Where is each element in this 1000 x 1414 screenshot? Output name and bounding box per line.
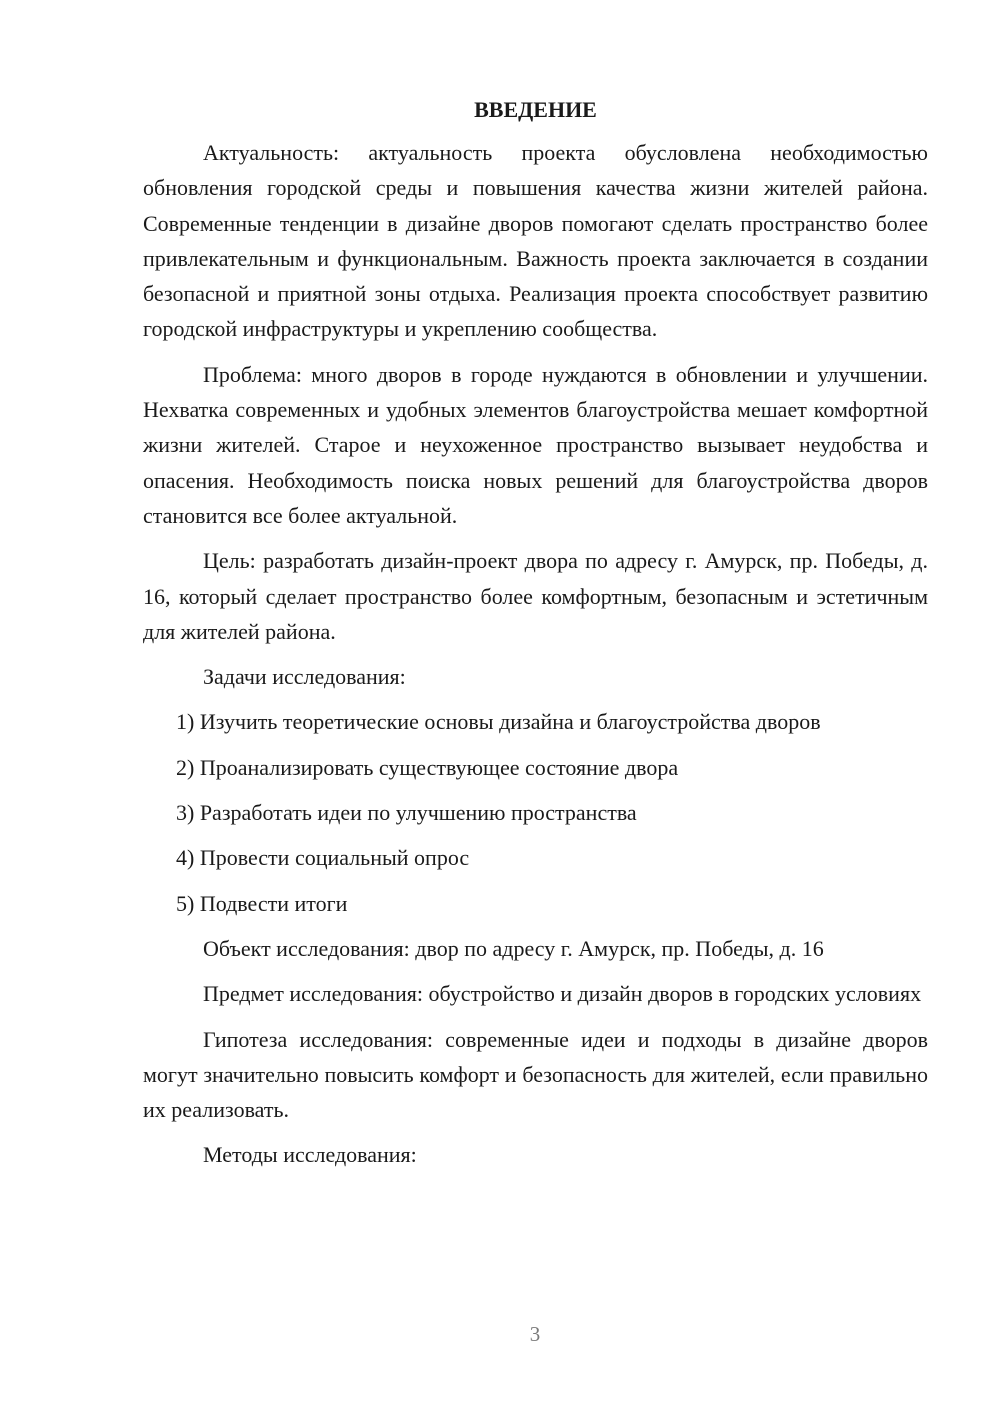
document-page [143,92,928,1183]
methods-heading: Методы исследования: [203,1142,417,1168]
section-title: ВВЕДЕНИЕ [474,97,597,122]
page-number: 3 [529,1322,541,1346]
list-item: 4) Провести социальный опрос [176,845,470,871]
paragraph-object: Объект исследования: двор по адресу г. Амурск, пр. Победы, д. 16 [203,935,824,961]
paragraph-subject: Предмет исследования: обустройство и дизайн дворов в городских условиях [203,981,922,1007]
paragraph-problem: Проблема: много дворов в городе нуждаются в обновлении и улучшении. Нехватка современных и удобных элементов благоустройства мешает комфортной жизни жителей. Старое и неухоженное пространство вызывает неудобства и опасения. Необходимость поиска новых решений для благоустройства дворов становится все более актуальной. [143,361,928,528]
tasks-heading: Задачи исследования: [203,664,406,690]
list-item: 1) Изучить теоретические основы дизайна и благоустройства дворов [176,709,821,735]
paragraph-relevance: Актуальность: актуальность проекта обусловлена необходимостью обновления городской среды и повышения качества жизни жителей района. Современные тенденции в дизайне дворов помогают сделать пространство более привлекательным и функциональным. Важность проекта заключается в создании безопасной и приятной зоны отдыха. Реализация проекта способствует развитию городской инфраструктуры и укреплению сообщества. [143,140,928,342]
paragraph-hypothesis: Гипотеза исследования: современные идеи и подходы в дизайне дворов могут значительно повысить комфорт и безопасность для жителей, если правильно их реализовать. [143,1026,928,1123]
list-item: 5) Подвести итоги [176,890,348,916]
list-item: 3) Разработать идеи по улучшению пространства [176,800,637,826]
paragraph-goal: Цель: разработать дизайн-проект двора по адресу г. Амурск, пр. Победы, д. 16, который сделает пространство более комфортным, безопасным и эстетичным для жителей района. [143,548,928,644]
tasks-list [143,704,928,920]
list-item: 2) Проанализировать существующее состояние двора [176,754,679,780]
